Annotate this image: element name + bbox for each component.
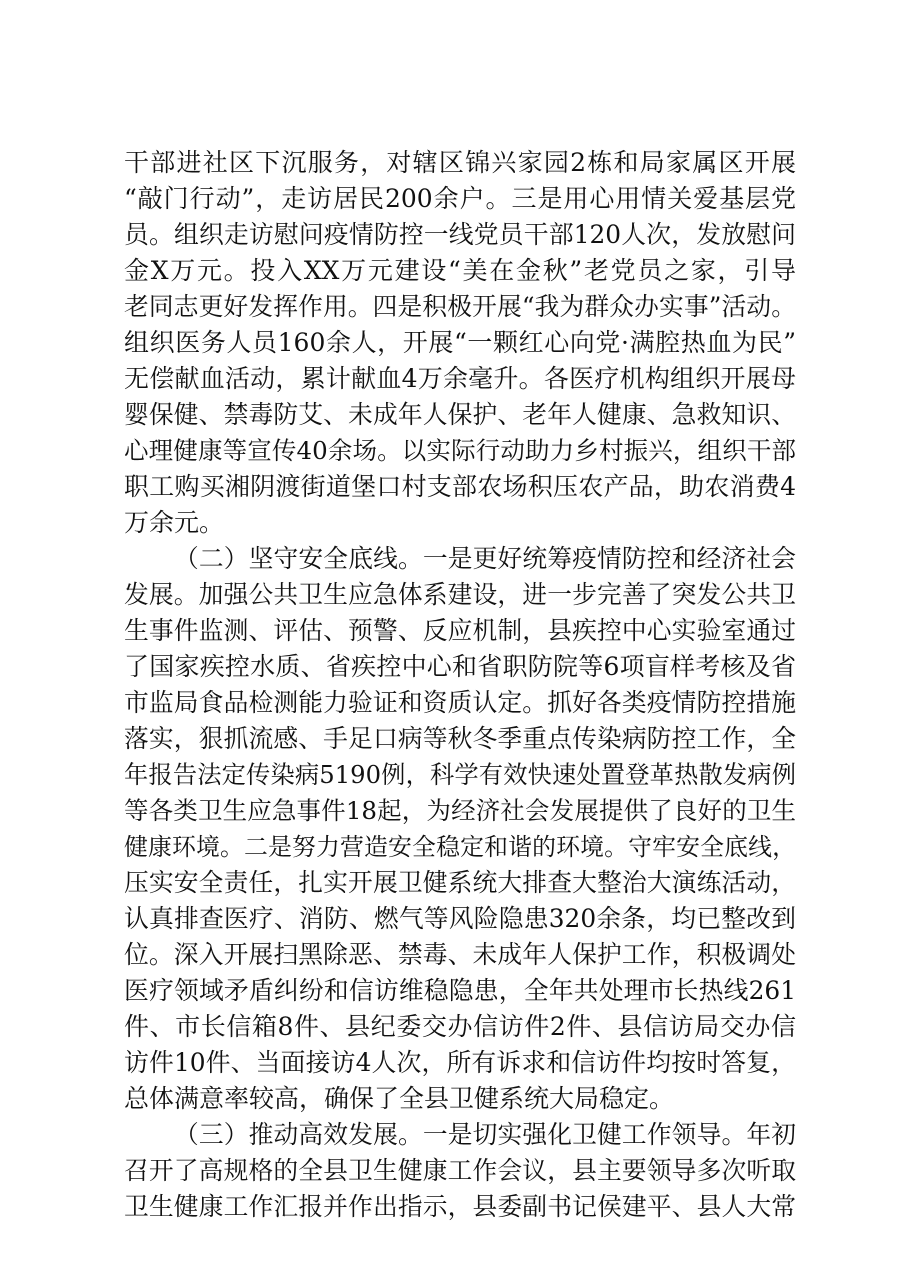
text-line: 召开了高规格的全县卫生健康工作会议，县主要领导多次听取 [124, 1156, 796, 1185]
text-line: “敲门行动”，走访居民200余户。三是用心用情关爱基层党 [124, 184, 796, 213]
text-line: 干部进社区下沉服务，对辖区锦兴家园2栋和局家属区开展 [124, 148, 796, 177]
text-line: 生事件监测、评估、预警、反应机制，县疾控中心实验室通过 [124, 616, 796, 645]
text-line: 婴保健、禁毒防艾、未成年人保护、老年人健康、急救知识、 [124, 400, 796, 429]
text-line: 等各类卫生应急事件18起，为经济社会发展提供了良好的卫生 [124, 796, 796, 825]
text-line: 压实安全责任，扎实开展卫健系统大排查大整治大演练活动， [124, 868, 796, 897]
text-line: 市监局食品检测能力验证和资质认定。抓好各类疫情防控措施 [124, 688, 796, 717]
text-line: 卫生健康工作汇报并作出指示，县委副书记侯建平、县人大常 [124, 1192, 796, 1221]
text-line: （三）推动高效发展。一是切实强化卫健工作领导。年初 [174, 1120, 796, 1149]
text-line: 老同志更好发挥作用。四是积极开展“我为群众办实事”活动。 [124, 292, 796, 321]
text-line: 万余元。 [124, 508, 225, 537]
text-line: 医疗领域矛盾纠纷和信访维稳隐患，全年共处理市长热线261 [124, 976, 796, 1005]
text-line: 认真排查医疗、消防、燃气等风险隐患320余条，均已整改到 [124, 904, 796, 933]
text-line: 员。组织走访慰问疫情防控一线党员干部120人次，发放慰问 [124, 220, 796, 249]
text-line: （二）坚守安全底线。一是更好统筹疫情防控和经济社会 [174, 544, 796, 573]
text-line: 金X万元。投入XX万元建设“美在金秋”老党员之家，引导 [124, 256, 796, 285]
text-line: 组织医务人员160余人，开展“一颗红心向党·满腔热血为民” [124, 328, 796, 357]
text-line: 年报告法定传染病5190例，科学有效快速处置登革热散发病例 [124, 760, 796, 789]
text-line: 无偿献血活动，累计献血4万余毫升。各医疗机构组织开展母 [124, 364, 796, 393]
text-line: 落实，狠抓流感、手足口病等秋冬季重点传染病防控工作，全 [124, 724, 796, 753]
text-line: 职工购买湘阴渡街道堡口村支部农场积压农产品，助农消费4 [124, 472, 796, 501]
text-line: 总体满意率较高，确保了全县卫健系统大局稳定。 [124, 1084, 675, 1113]
text-line: 健康环境。二是努力营造安全稳定和谐的环境。守牢安全底线， [124, 833, 796, 861]
text-line: 发展。加强公共卫生应急体系建设，进一步完善了突发公共卫 [124, 580, 796, 609]
text-line: 心理健康等宣传40余场。以实际行动助力乡村振兴，组织干部 [124, 436, 796, 465]
text-line: 件、市长信箱8件、县纪委交办信访件2件、县信访局交办信 [124, 1012, 796, 1041]
body-text [124, 145, 796, 1225]
text-line: 了国家疾控水质、省疾控中心和省职防院等6项盲样考核及省 [124, 652, 796, 681]
text-line: 位。深入开展扫黑除恶、禁毒、未成年人保护工作，积极调处 [124, 940, 796, 969]
text-line: 访件10件、当面接访4人次，所有诉求和信访件均按时答复， [124, 1048, 796, 1077]
